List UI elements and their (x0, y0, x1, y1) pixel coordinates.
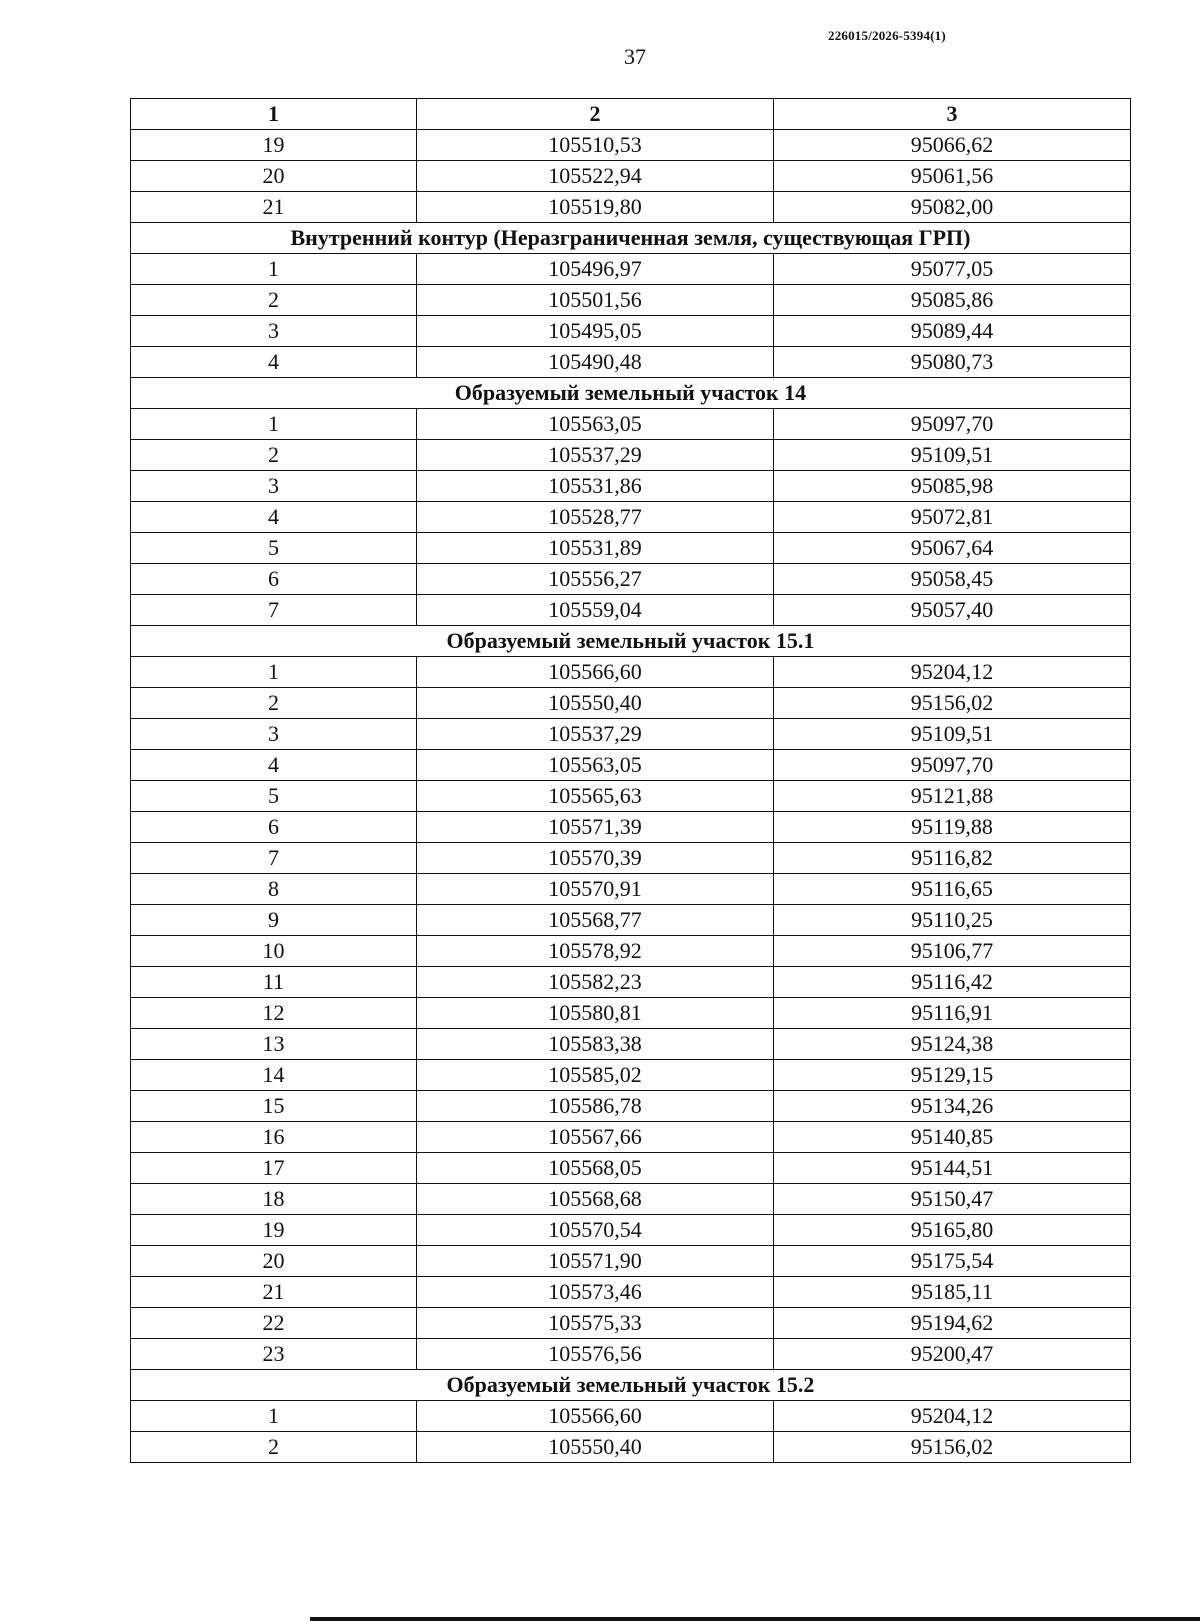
table-row (131, 967, 1131, 998)
coordinate-x: 105576,56 (417, 1339, 774, 1370)
coordinate-y: 95140,85 (774, 1122, 1131, 1153)
point-number: 10 (131, 936, 417, 967)
coordinate-y: 95058,45 (774, 564, 1131, 595)
table-row (131, 657, 1131, 688)
coordinate-x: 105531,86 (417, 471, 774, 502)
document-number: 226015/2026-5394(1) (828, 28, 946, 43)
coordinate-x: 105495,05 (417, 316, 774, 347)
coordinate-x: 105537,29 (417, 719, 774, 750)
point-number: 18 (131, 1184, 417, 1215)
column-header: 2 (417, 99, 774, 130)
table-row (131, 1277, 1131, 1308)
coordinate-x: 105556,27 (417, 564, 774, 595)
section-row (131, 1370, 1131, 1401)
point-number: 23 (131, 1339, 417, 1370)
point-number: 1 (131, 1401, 417, 1432)
coordinate-x: 105519,80 (417, 192, 774, 223)
scan-edge-line (310, 1617, 1200, 1621)
point-number: 4 (131, 502, 417, 533)
point-number: 4 (131, 347, 417, 378)
coordinate-y: 95116,82 (774, 843, 1131, 874)
coordinate-y: 95109,51 (774, 440, 1131, 471)
table-row (131, 1091, 1131, 1122)
coordinate-y: 95116,91 (774, 998, 1131, 1029)
point-number: 14 (131, 1060, 417, 1091)
coordinate-y: 95204,12 (774, 657, 1131, 688)
coordinate-y: 95194,62 (774, 1308, 1131, 1339)
table-row (131, 1122, 1131, 1153)
table-row (131, 316, 1131, 347)
coordinate-x: 105496,97 (417, 254, 774, 285)
coordinate-x: 105522,94 (417, 161, 774, 192)
coordinate-x: 105566,60 (417, 657, 774, 688)
point-number: 22 (131, 1308, 417, 1339)
point-number: 16 (131, 1122, 417, 1153)
table-header-row (131, 99, 1131, 130)
coordinate-x: 105586,78 (417, 1091, 774, 1122)
point-number: 3 (131, 316, 417, 347)
coordinate-x: 105570,39 (417, 843, 774, 874)
point-number: 5 (131, 781, 417, 812)
point-number: 3 (131, 719, 417, 750)
section-row (131, 626, 1131, 657)
table-row (131, 533, 1131, 564)
table-row (131, 130, 1131, 161)
coordinate-y: 95097,70 (774, 750, 1131, 781)
table-row (131, 1060, 1131, 1091)
coordinate-y: 95200,47 (774, 1339, 1131, 1370)
coordinate-x: 105568,77 (417, 905, 774, 936)
coordinate-y: 95204,12 (774, 1401, 1131, 1432)
point-number: 1 (131, 657, 417, 688)
coordinate-y: 95110,25 (774, 905, 1131, 936)
section-row (131, 378, 1131, 409)
point-number: 9 (131, 905, 417, 936)
coordinate-y: 95106,77 (774, 936, 1131, 967)
point-number: 2 (131, 1432, 417, 1463)
coordinate-y: 95077,05 (774, 254, 1131, 285)
coordinate-y: 95134,26 (774, 1091, 1131, 1122)
coordinate-y: 95129,15 (774, 1060, 1131, 1091)
table-row (131, 905, 1131, 936)
coordinate-y: 95116,65 (774, 874, 1131, 905)
coordinate-x: 105571,90 (417, 1246, 774, 1277)
section-title: Образуемый земельный участок 15.1 (131, 626, 1131, 657)
table-row (131, 719, 1131, 750)
coordinate-x: 105528,77 (417, 502, 774, 533)
coordinate-y: 95156,02 (774, 688, 1131, 719)
point-number: 13 (131, 1029, 417, 1060)
table-row (131, 564, 1131, 595)
coordinate-x: 105563,05 (417, 750, 774, 781)
coordinate-x: 105570,54 (417, 1215, 774, 1246)
table-row (131, 1215, 1131, 1246)
point-number: 2 (131, 285, 417, 316)
point-number: 17 (131, 1153, 417, 1184)
table-row (131, 471, 1131, 502)
table-row (131, 254, 1131, 285)
point-number: 12 (131, 998, 417, 1029)
table-row (131, 440, 1131, 471)
table-row (131, 874, 1131, 905)
point-number: 2 (131, 688, 417, 719)
coordinate-x: 105559,04 (417, 595, 774, 626)
coordinate-x: 105578,92 (417, 936, 774, 967)
section-title: Образуемый земельный участок 14 (131, 378, 1131, 409)
coordinate-x: 105537,29 (417, 440, 774, 471)
coordinate-y: 95165,80 (774, 1215, 1131, 1246)
coordinate-y: 95085,98 (774, 471, 1131, 502)
table-row (131, 502, 1131, 533)
point-number: 6 (131, 812, 417, 843)
point-number: 4 (131, 750, 417, 781)
coordinate-x: 105550,40 (417, 688, 774, 719)
coordinate-x: 105568,68 (417, 1184, 774, 1215)
coordinate-y: 95121,88 (774, 781, 1131, 812)
point-number: 20 (131, 161, 417, 192)
coordinate-y: 95066,62 (774, 130, 1131, 161)
table-row (131, 688, 1131, 719)
table-row (131, 781, 1131, 812)
coordinate-y: 95072,81 (774, 502, 1131, 533)
coordinate-x: 105580,81 (417, 998, 774, 1029)
coordinate-y: 95175,54 (774, 1246, 1131, 1277)
coordinate-x: 105571,39 (417, 812, 774, 843)
coordinate-y: 95080,73 (774, 347, 1131, 378)
point-number: 20 (131, 1246, 417, 1277)
table-row (131, 1029, 1131, 1060)
point-number: 6 (131, 564, 417, 595)
coordinate-x: 105570,91 (417, 874, 774, 905)
page-number: 37 (624, 44, 646, 69)
table-row (131, 1339, 1131, 1370)
coordinate-x: 105531,89 (417, 533, 774, 564)
coordinate-y: 95082,00 (774, 192, 1131, 223)
table-row (131, 1432, 1131, 1463)
coordinate-y: 95057,40 (774, 595, 1131, 626)
point-number: 7 (131, 843, 417, 874)
table-row (131, 936, 1131, 967)
table-row (131, 409, 1131, 440)
coordinate-y: 95156,02 (774, 1432, 1131, 1463)
coordinate-x: 105565,63 (417, 781, 774, 812)
table-row (131, 998, 1131, 1029)
point-number: 3 (131, 471, 417, 502)
section-title: Внутренний контур (Неразграниченная земля, существующая ГРП) (131, 223, 1131, 254)
table-row (131, 347, 1131, 378)
point-number: 2 (131, 440, 417, 471)
point-number: 21 (131, 1277, 417, 1308)
section-title: Образуемый земельный участок 15.2 (131, 1370, 1131, 1401)
coordinate-x: 105566,60 (417, 1401, 774, 1432)
table-row (131, 1401, 1131, 1432)
point-number: 11 (131, 967, 417, 998)
coordinate-x: 105573,46 (417, 1277, 774, 1308)
table-row (131, 1308, 1131, 1339)
coordinate-y: 95061,56 (774, 161, 1131, 192)
coordinate-x: 105550,40 (417, 1432, 774, 1463)
point-number: 8 (131, 874, 417, 905)
table-row (131, 285, 1131, 316)
coordinate-y: 95109,51 (774, 719, 1131, 750)
coordinate-y: 95185,11 (774, 1277, 1131, 1308)
coordinate-x: 105510,53 (417, 130, 774, 161)
point-number: 19 (131, 1215, 417, 1246)
point-number: 1 (131, 254, 417, 285)
coordinate-y: 95150,47 (774, 1184, 1131, 1215)
coordinates-table (130, 98, 1131, 1463)
point-number: 5 (131, 533, 417, 564)
coordinate-y: 95116,42 (774, 967, 1131, 998)
table-body (131, 130, 1131, 1463)
coordinate-x: 105575,33 (417, 1308, 774, 1339)
column-header: 1 (131, 99, 417, 130)
coordinate-y: 95089,44 (774, 316, 1131, 347)
table-row (131, 161, 1131, 192)
table-row (131, 1246, 1131, 1277)
coordinate-x: 105567,66 (417, 1122, 774, 1153)
coordinate-x: 105501,56 (417, 285, 774, 316)
point-number: 7 (131, 595, 417, 626)
table-row (131, 843, 1131, 874)
table-row (131, 812, 1131, 843)
column-header: 3 (774, 99, 1131, 130)
section-row (131, 223, 1131, 254)
point-number: 1 (131, 409, 417, 440)
table-row (131, 1184, 1131, 1215)
coordinate-x: 105563,05 (417, 409, 774, 440)
coordinate-y: 95097,70 (774, 409, 1131, 440)
point-number: 15 (131, 1091, 417, 1122)
point-number: 19 (131, 130, 417, 161)
table-row (131, 1153, 1131, 1184)
coordinate-y: 95119,88 (774, 812, 1131, 843)
coordinate-x: 105583,38 (417, 1029, 774, 1060)
coordinate-x: 105582,23 (417, 967, 774, 998)
coordinate-y: 95124,38 (774, 1029, 1131, 1060)
coordinate-x: 105585,02 (417, 1060, 774, 1091)
coordinate-y: 95067,64 (774, 533, 1131, 564)
table-row (131, 750, 1131, 781)
table-row (131, 595, 1131, 626)
coordinate-y: 95085,86 (774, 285, 1131, 316)
coordinate-y: 95144,51 (774, 1153, 1131, 1184)
table-row (131, 192, 1131, 223)
coordinate-x: 105490,48 (417, 347, 774, 378)
point-number: 21 (131, 192, 417, 223)
coordinate-x: 105568,05 (417, 1153, 774, 1184)
